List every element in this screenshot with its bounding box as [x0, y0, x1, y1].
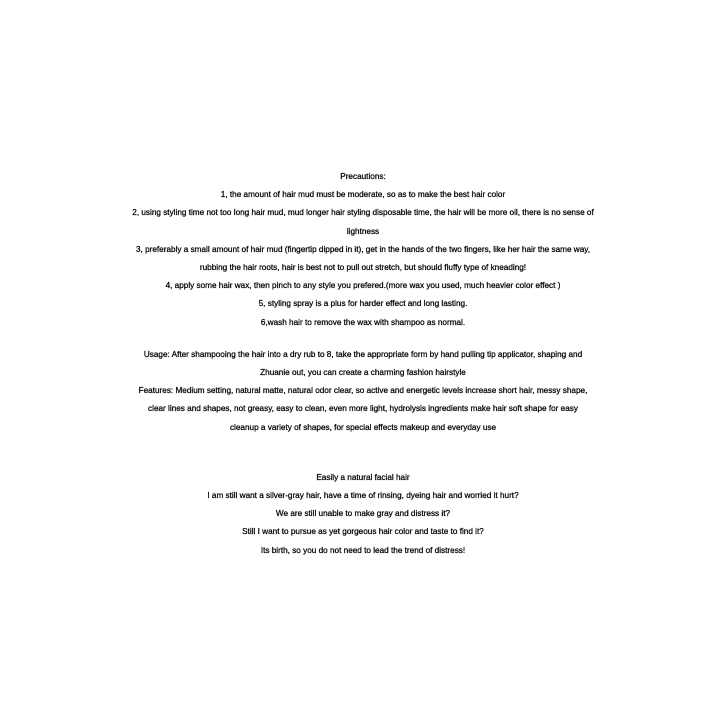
product-description: [0, 168, 726, 560]
section-spacer: [0, 332, 726, 346]
precautions-heading: Precautions:: [340, 172, 386, 181]
features-line-1: Features: Medium setting, natural matte, natural odor clear, so active and energetic levels increase short hair, messy shape,: [138, 386, 588, 396]
usage-line-1: Usage: After shampooing the hair into a dry rub to 8, take the appropriate form by hand pulling tip applicator, shaping and: [143, 349, 583, 359]
closing-line-4: Still I want to pursue as yet gorgeous hair color and taste to find it?: [242, 527, 484, 537]
closing-line-1: Easily a natural facial hair: [316, 472, 410, 482]
closing-line-3: We are still unable to make gray and distress it?: [275, 509, 451, 519]
section-spacer: [0, 437, 726, 469]
closing-line-2: I am still want a silver-gray hair, have a time of rinsing, dyeing hair and worried it hurt?: [207, 491, 519, 501]
precaution-item-6: 6,wash hair to remove the wax with shampoo as normal.: [260, 317, 466, 327]
precaution-item-2-continued: lightness: [346, 226, 380, 236]
features-line-3: cleanup a variety of shapes, for special effects makeup and everyday use: [229, 422, 497, 432]
precaution-item-3-continued: rubbing the hair roots, hair is best not to pull out stretch, but should fluffy type of kneading!: [199, 263, 527, 273]
precaution-item-4: 4, apply some hair wax, then pinch to any style you prefered.(more wax you used, much heavier color effect ): [165, 281, 561, 291]
precaution-item-2: 2, using styling time not too long hair mud, mud longer hair styling disposable time, the hair will be more oil, there is no sense of: [132, 208, 594, 218]
closing-line-5: Its birth, so you do not need to lead the trend of distress!: [260, 545, 466, 555]
precaution-item-5: 5, styling spray is a plus for harder effect and long lasting.: [258, 299, 468, 309]
usage-line-2: Zhuanie out, you can create a charming fashion hairstyle: [260, 368, 466, 378]
features-line-2: clear lines and shapes, not greasy, easy to clean, even more light, hydrolysis ingredients make hair soft shape for easy: [148, 404, 578, 414]
precaution-item-3: 3, preferably a small amount of hair mud (fingertip dipped in it), get in the hands of the two fingers, like her hair the same way,: [135, 244, 591, 254]
precaution-item-1: 1, the amount of hair mud must be moderate, so as to make the best hair color: [220, 190, 506, 200]
